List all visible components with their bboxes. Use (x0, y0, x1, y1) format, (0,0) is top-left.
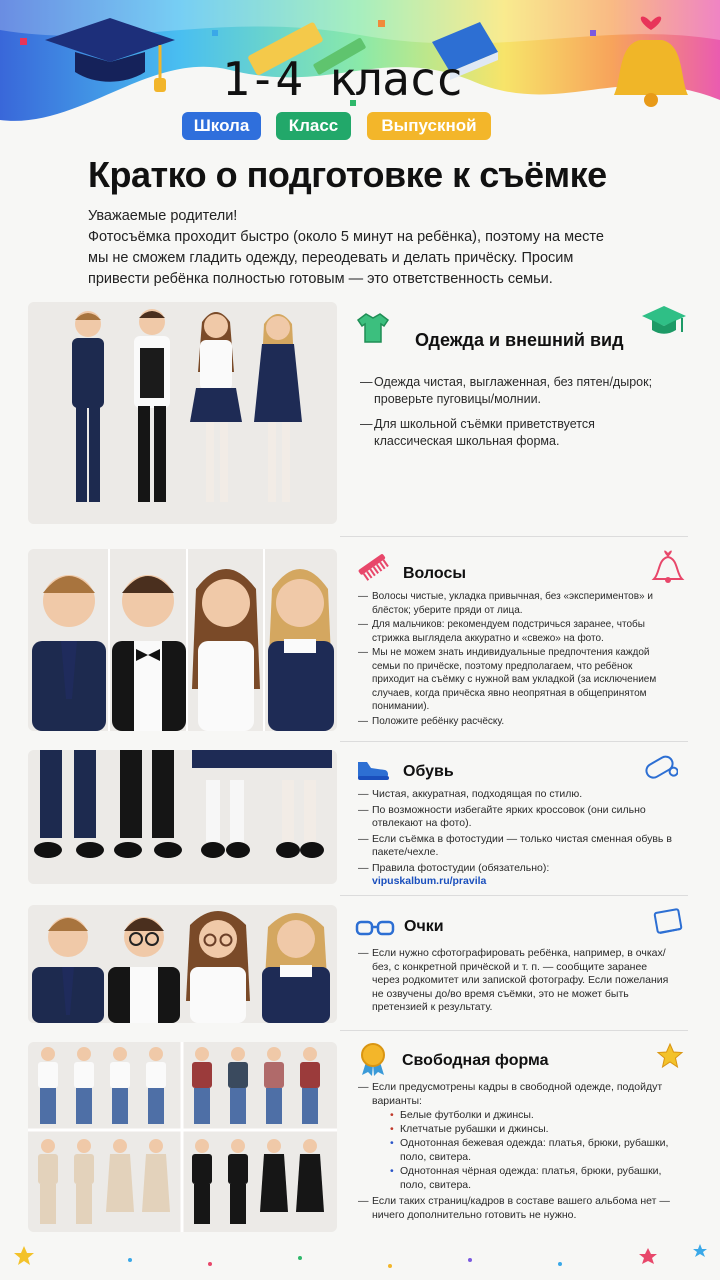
page-title: Кратко о подготовке к съёмке (88, 154, 607, 195)
section-title: Свободная форма (402, 1052, 549, 1069)
glasses-bullets (358, 947, 674, 1015)
casual-options (372, 1108, 674, 1192)
diploma-icon (642, 750, 678, 793)
girl-portrait (268, 569, 334, 731)
option: • Белые футболки и джинсы. (390, 1108, 674, 1122)
bullet: — По возможности избегайте ярких кроссовок (они сильно отвлекают на фото). (358, 804, 674, 831)
grade-title: 1-4 класс (222, 52, 463, 106)
bullet: — Для школьной съёмки приветствуется классическая школьная форма. (360, 416, 660, 450)
chip-school: Школа (182, 112, 261, 140)
bullet: — Одежда чистая, выглаженная, без пятен/дырок; проверьте пуговицы/молнии. (360, 374, 660, 408)
section-title: Очки (404, 918, 444, 935)
divider (340, 536, 688, 537)
bullet: — Положите ребёнку расчёску. (358, 715, 674, 729)
shirt-icon (356, 310, 390, 349)
clothing-photo (28, 302, 337, 524)
book-icon (652, 907, 684, 942)
casual-bullets (358, 1080, 674, 1222)
section-title: Обувь (403, 763, 454, 780)
option: • Однотонная бежевая одежда: платья, брюки, рубашки, поло, свитера. (390, 1136, 674, 1164)
chip-class: Класс (276, 112, 351, 140)
glasses-photo (28, 905, 337, 1023)
star-icon (656, 1042, 684, 1075)
casual-photo (28, 1042, 337, 1232)
comb-icon (356, 549, 390, 588)
casual-intro: Если предусмотрены кадры в свободной одежде, подойдут варианты: (372, 1081, 663, 1107)
shoes-photo (28, 750, 337, 884)
bullet (358, 862, 674, 889)
hair-photo (28, 549, 337, 731)
section-clothing (28, 302, 688, 530)
graduation-cap-icon (640, 302, 688, 343)
bell-icon (650, 549, 686, 588)
girl-portrait (192, 569, 260, 731)
confetti-decoration (0, 1240, 720, 1280)
bullet: — Если таких страниц/кадров в составе вашего альбома нет — ничего дополнительно готовить не нужно. (358, 1194, 674, 1222)
option: • Клетчатые рубашки и джинсы. (390, 1122, 674, 1136)
section-shoes (28, 750, 688, 890)
bullet: — Для мальчиков: рекомендуем подстричься заранее, чтобы стрижка выглядела аккуратно и «свежо» на фото. (358, 618, 674, 645)
divider (340, 895, 688, 896)
section-casual (28, 1042, 688, 1237)
bullet: — Если нужно сфотографировать ребёнка, например, в очках/без, с конкретной причёской и т. п. — сообщите заранее через родкомитет или запиской фотографу. Если пожелания не озвучены до/во время съёмки, это не может быть претензией к результату. (358, 947, 674, 1015)
section-title: Волосы (403, 565, 467, 582)
bullet: — Волосы чистые, укладка привычная, без «экспериментов» и блёсток; уберите пряди от лица. (358, 590, 674, 617)
bullet (358, 1080, 674, 1192)
girl-portrait (262, 913, 330, 1023)
girl-portrait (186, 911, 250, 1023)
divider (340, 741, 688, 742)
intro (88, 206, 628, 290)
shoe-icon (355, 756, 391, 787)
shoes-bullets (358, 788, 674, 889)
section-hair (28, 549, 688, 734)
rules-label: Правила фотостудии (обязательно): (372, 861, 550, 874)
bullet: — Если съёмка в фотостудии — только чистая сменная обувь в пакете/чехле. (358, 833, 674, 860)
section-glasses (28, 905, 688, 1025)
rules-link[interactable]: vipuskalbum.ru/pravila (372, 875, 487, 887)
section-title: Одежда и внешний вид (415, 330, 624, 350)
category-chips (0, 112, 720, 142)
intro-greeting: Уважаемые родители! (88, 208, 238, 224)
divider (340, 1030, 688, 1031)
bullet: — Мы не можем знать индивидуальные предпочтения каждой семьи по причёске, поэтому предполагаем, что ребёнок приходит на съёмку с нужной вам укладкой (за исключением случаев, когда причёска явно неопрятная в общепринятом понимании). (358, 646, 674, 714)
chip-graduation: Выпускной (367, 112, 491, 140)
intro-text: Фотосъёмка проходит быстро (около 5 минут на ребёнка), поэтому на месте мы не сможем гладить одежду, переодевать и делать причёску. Просим привести ребёнка полностью готовым — это ответственность семьи. (88, 229, 604, 287)
glasses-icon (355, 919, 395, 942)
clothing-bullets (360, 374, 660, 450)
option: • Однотонная чёрная одежда: платья, брюки, рубашки, поло, свитера. (390, 1164, 674, 1192)
bullet: — Чистая, аккуратная, подходящая по стилю. (358, 788, 674, 802)
medal-icon (358, 1042, 388, 1081)
hair-bullets (358, 590, 674, 728)
